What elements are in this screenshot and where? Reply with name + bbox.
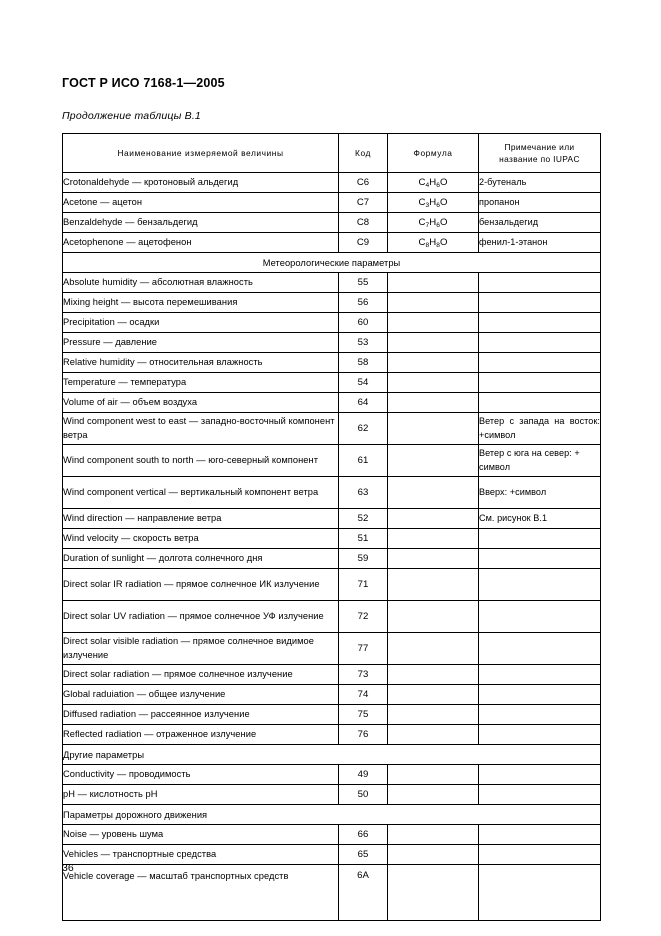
standard-title: ГОСТ Р ИСО 7168-1—2005 xyxy=(62,76,225,90)
cell-quantity-name: Benzaldehyde — бензальдегид xyxy=(63,213,339,233)
cell-note xyxy=(479,373,601,393)
cell-quantity-name: Direct solar UV radiation — прямое солнечное УФ излучение xyxy=(63,601,339,633)
cell-quantity-name: Vehicles — транспортные средства xyxy=(63,845,339,865)
cell-quantity-name: Relative humidity — относительная влажность xyxy=(63,353,339,373)
cell-quantity-name: Duration of sunlight — долгота солнечного дня xyxy=(63,549,339,569)
cell-code: 53 xyxy=(339,333,388,353)
cell-code: 76 xyxy=(339,725,388,745)
cell-quantity-name: Noise — уровень шума xyxy=(63,825,339,845)
cell-code: 73 xyxy=(339,665,388,685)
cell-formula xyxy=(388,633,479,665)
cell-formula xyxy=(388,825,479,845)
column-header-formula: Формула xyxy=(388,134,479,173)
cell-formula xyxy=(388,509,479,529)
table-caption: Продолжение таблицы В.1 xyxy=(62,110,201,122)
cell-code: 52 xyxy=(339,509,388,529)
formula-subscript: 6 xyxy=(436,182,440,190)
cell-formula xyxy=(388,785,479,805)
cell-quantity-name: Volume of air — объем воздуха xyxy=(63,393,339,413)
cell-code: C8 xyxy=(339,213,388,233)
cell-formula xyxy=(388,765,479,785)
cell-note xyxy=(479,273,601,293)
table-body xyxy=(63,173,601,921)
table-row xyxy=(63,785,601,805)
cell-quantity-name: Wind component west to east — западно-восточный компонент ветра xyxy=(63,413,339,445)
cell-code: 64 xyxy=(339,393,388,413)
formula-subscript: 4 xyxy=(425,182,430,190)
cell-code: 61 xyxy=(339,445,388,477)
cell-formula xyxy=(388,293,479,313)
cell-code: 72 xyxy=(339,601,388,633)
column-header-note xyxy=(479,134,601,173)
formula-subscript: 8 xyxy=(436,242,440,250)
table-row xyxy=(63,233,601,253)
table-row xyxy=(63,825,601,845)
cell-formula xyxy=(388,569,479,601)
cell-code: 66 xyxy=(339,825,388,845)
cell-formula xyxy=(388,413,479,445)
cell-formula xyxy=(388,845,479,865)
table-row xyxy=(63,445,601,477)
column-header-note-line1: Примечание или xyxy=(504,141,575,152)
cell-formula xyxy=(388,313,479,333)
cell-code: 75 xyxy=(339,705,388,725)
cell-note: Ветер с юга на север: + символ xyxy=(479,445,601,477)
cell-note: См. рисунок В.1 xyxy=(479,509,601,529)
cell-quantity-name: Absolute humidity — абсолютная влажность xyxy=(63,273,339,293)
column-header-note-line2: название по IUPAC xyxy=(499,154,580,164)
cell-code: 65 xyxy=(339,845,388,865)
cell-note: пропанон xyxy=(479,193,601,213)
table-row xyxy=(63,601,601,633)
cell-formula: $C_3H_6O$ xyxy=(388,193,479,213)
cell-code: 58 xyxy=(339,353,388,373)
cell-formula: $C_7H_6O$ xyxy=(388,213,479,233)
cell-formula xyxy=(388,445,479,477)
table-section-row xyxy=(63,745,601,765)
cell-quantity-name: Reflected radiation — отраженное излучение xyxy=(63,725,339,745)
formula-subscript: 8 xyxy=(425,242,430,250)
cell-note: бензальдегид xyxy=(479,213,601,233)
table-row xyxy=(63,509,601,529)
table-row xyxy=(63,633,601,665)
cell-quantity-name: Wind velocity — скорость ветра xyxy=(63,529,339,549)
table-row xyxy=(63,685,601,705)
cell-formula xyxy=(388,725,479,745)
cell-note xyxy=(479,601,601,633)
cell-formula xyxy=(388,685,479,705)
table-row xyxy=(63,273,601,293)
cell-code: 56 xyxy=(339,293,388,313)
cell-note: 2-бутеналь xyxy=(479,173,601,193)
cell-formula xyxy=(388,353,479,373)
cell-code: 60 xyxy=(339,313,388,333)
cell-quantity-name: Acetophenone — ацетофенон xyxy=(63,233,339,253)
table-row xyxy=(63,569,601,601)
table-row xyxy=(63,393,601,413)
cell-note xyxy=(479,845,601,865)
table-row xyxy=(63,549,601,569)
cell-formula xyxy=(388,373,479,393)
cell-quantity-name: Wind direction — направление ветра xyxy=(63,509,339,529)
section-title: Другие параметры xyxy=(63,745,601,765)
cell-note xyxy=(479,549,601,569)
cell-code: 50 xyxy=(339,785,388,805)
cell-code: 62 xyxy=(339,413,388,445)
formula-subscript: 3 xyxy=(425,202,430,210)
cell-code: 51 xyxy=(339,529,388,549)
cell-formula xyxy=(388,665,479,685)
cell-code: C9 xyxy=(339,233,388,253)
cell-quantity-name: Temperature — температура xyxy=(63,373,339,393)
cell-code: 59 xyxy=(339,549,388,569)
cell-note xyxy=(479,293,601,313)
cell-note xyxy=(479,353,601,373)
cell-note: Вверх: +символ xyxy=(479,477,601,509)
cell-note xyxy=(479,665,601,685)
cell-quantity-name: pH — кислотность pH xyxy=(63,785,339,805)
formula-subscript: 6 xyxy=(436,222,440,230)
cell-formula xyxy=(388,549,479,569)
cell-note xyxy=(479,313,601,333)
column-header-code: Код xyxy=(339,134,388,173)
cell-note xyxy=(479,685,601,705)
cell-note: Ветер с запада на восток: +символ xyxy=(479,413,601,445)
table-section-row xyxy=(63,253,601,273)
cell-formula: $C_4H_6O$ xyxy=(388,173,479,193)
table-row xyxy=(63,865,601,921)
cell-formula xyxy=(388,273,479,293)
table-row xyxy=(63,413,601,445)
cell-quantity-name: Vehicle coverage — масштаб транспортных средств xyxy=(63,865,339,921)
table-row xyxy=(63,529,601,549)
cell-code: 49 xyxy=(339,765,388,785)
cell-formula xyxy=(388,529,479,549)
cell-code: 74 xyxy=(339,685,388,705)
table-header-row xyxy=(63,134,601,173)
cell-quantity-name: Pressure — давление xyxy=(63,333,339,353)
column-header-name: Наименование измеряемой величины xyxy=(63,134,339,173)
cell-code: C7 xyxy=(339,193,388,213)
cell-quantity-name: Direct solar radiation — прямое солнечное излучение xyxy=(63,665,339,685)
cell-code: 55 xyxy=(339,273,388,293)
cell-formula xyxy=(388,393,479,413)
cell-note xyxy=(479,529,601,549)
table-header xyxy=(63,134,601,173)
cell-formula: $C_8H_8O$ xyxy=(388,233,479,253)
table-row xyxy=(63,705,601,725)
cell-code: 6A xyxy=(339,865,388,921)
cell-code: 77 xyxy=(339,633,388,665)
formula-subscript: 7 xyxy=(425,222,430,230)
table-section-row xyxy=(63,805,601,825)
cell-note xyxy=(479,333,601,353)
cell-formula xyxy=(388,477,479,509)
cell-note xyxy=(479,633,601,665)
cell-quantity-name: Global raduiation — общее излучение xyxy=(63,685,339,705)
cell-quantity-name: Conductivity — проводимость xyxy=(63,765,339,785)
cell-note xyxy=(479,865,601,921)
cell-code: 54 xyxy=(339,373,388,393)
table-row xyxy=(63,313,601,333)
cell-quantity-name: Crotonaldehyde — кротоновый альдегид xyxy=(63,173,339,193)
cell-note: фенил-1-этанон xyxy=(479,233,601,253)
table-row xyxy=(63,193,601,213)
cell-code: 63 xyxy=(339,477,388,509)
table-row xyxy=(63,333,601,353)
table-row xyxy=(63,373,601,393)
table-row xyxy=(63,845,601,865)
cell-quantity-name: Direct solar IR radiation — прямое солнечное ИК излучение xyxy=(63,569,339,601)
cell-quantity-name: Precipitation — осадки xyxy=(63,313,339,333)
table-row xyxy=(63,665,601,685)
formula-subscript: 6 xyxy=(436,202,440,210)
table-row xyxy=(63,725,601,745)
table-row xyxy=(63,765,601,785)
cell-quantity-name: Direct solar visible radiation — прямое солнечное видимое излучение xyxy=(63,633,339,665)
table-row xyxy=(63,293,601,313)
cell-formula xyxy=(388,333,479,353)
table-row xyxy=(63,173,601,193)
cell-note xyxy=(479,705,601,725)
cell-quantity-name: Wind component vertical — вертикальный компонент ветра xyxy=(63,477,339,509)
cell-quantity-name: Mixing height — высота перемешивания xyxy=(63,293,339,313)
table-row xyxy=(63,353,601,373)
cell-quantity-name: Diffused radiation — рассеянное излучение xyxy=(63,705,339,725)
cell-note xyxy=(479,569,601,601)
table-row xyxy=(63,213,601,233)
measured-quantities-table xyxy=(62,133,601,921)
section-title: Параметры дорожного движения xyxy=(63,805,601,825)
cell-formula xyxy=(388,705,479,725)
page-number: 36 xyxy=(62,862,74,874)
cell-formula xyxy=(388,601,479,633)
cell-quantity-name: Wind component south to north — юго-северный компонент xyxy=(63,445,339,477)
cell-code: 71 xyxy=(339,569,388,601)
cell-note xyxy=(479,765,601,785)
cell-formula xyxy=(388,865,479,921)
cell-note xyxy=(479,785,601,805)
cell-note xyxy=(479,725,601,745)
cell-code: C6 xyxy=(339,173,388,193)
cell-note xyxy=(479,393,601,413)
section-title: Метеорологические параметры xyxy=(63,253,601,273)
cell-note xyxy=(479,825,601,845)
cell-quantity-name: Acetone — ацетон xyxy=(63,193,339,213)
table-row xyxy=(63,477,601,509)
